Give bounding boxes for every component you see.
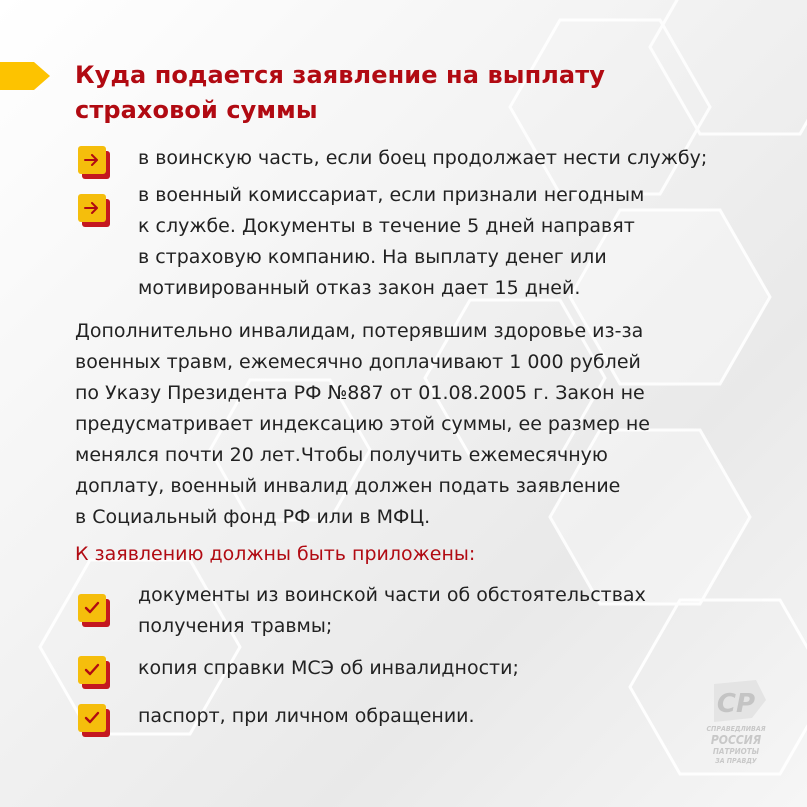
check-icon [78, 656, 106, 684]
paragraph-line: военных травм, ежемесячно доплачивают 1 000 рублей [75, 351, 641, 373]
info-paragraph [75, 316, 775, 533]
logo-line-4: ЗА ПРАВДУ [715, 757, 757, 765]
logo-line-3: ПАТРИОТЫ [712, 747, 760, 756]
paragraph-line: Дополнительно инвалидам, потерявшим здоровье из-за [75, 320, 644, 342]
list-item-text: в страховую компанию. На выплату денег или [138, 246, 607, 268]
logo-line-2: РОССИЯ [710, 733, 762, 747]
logo-emblem-icon [700, 678, 772, 724]
list-item-text: в воинскую часть, если боец продолжает нести службу; [138, 147, 708, 169]
title-line-2: страховой суммы [75, 96, 318, 124]
arrow-right-icon [78, 146, 106, 174]
paragraph-line: доплату, военный инвалид должен подать заявление [75, 475, 621, 497]
list-item-text: в военный комиссариат, если признали негодным [138, 184, 645, 206]
check-icon [78, 594, 106, 622]
paragraph-line: в Социальный фонд РФ или в МФЦ. [75, 506, 431, 528]
attachments-heading: К заявлению должны быть приложены: [75, 543, 476, 565]
title-line-1: Куда подается заявление на выплату [75, 61, 605, 89]
paragraph-line: предусматривает индексацию этой суммы, ее размер не [75, 413, 650, 435]
paragraph-line: менялся почти 20 лет.Чтобы получить ежемесячную [75, 444, 608, 466]
party-logo [700, 678, 772, 770]
list-item-text: к службе. Документы в течение 5 дней направят [138, 215, 635, 237]
check-icon [78, 704, 106, 732]
list-item-text: мотивированный отказ закон дает 15 дней. [138, 277, 581, 299]
list-item-text: документы из воинской части об обстоятельствах [138, 584, 646, 606]
page-title [75, 58, 765, 128]
logo-monogram: СР [716, 689, 756, 719]
list-item-text: паспорт, при личном обращении. [138, 705, 475, 727]
logo-line-1: СПРАВЕДЛИВАЯ [706, 725, 766, 733]
arrow-right-icon [78, 194, 106, 222]
list-item-text: копия справки МСЭ об инвалидности; [138, 657, 519, 679]
paragraph-line: по Указу Президента РФ №887 от 01.08.2005 г. Закон не [75, 382, 645, 404]
list-item-text: получения травмы; [138, 615, 333, 637]
